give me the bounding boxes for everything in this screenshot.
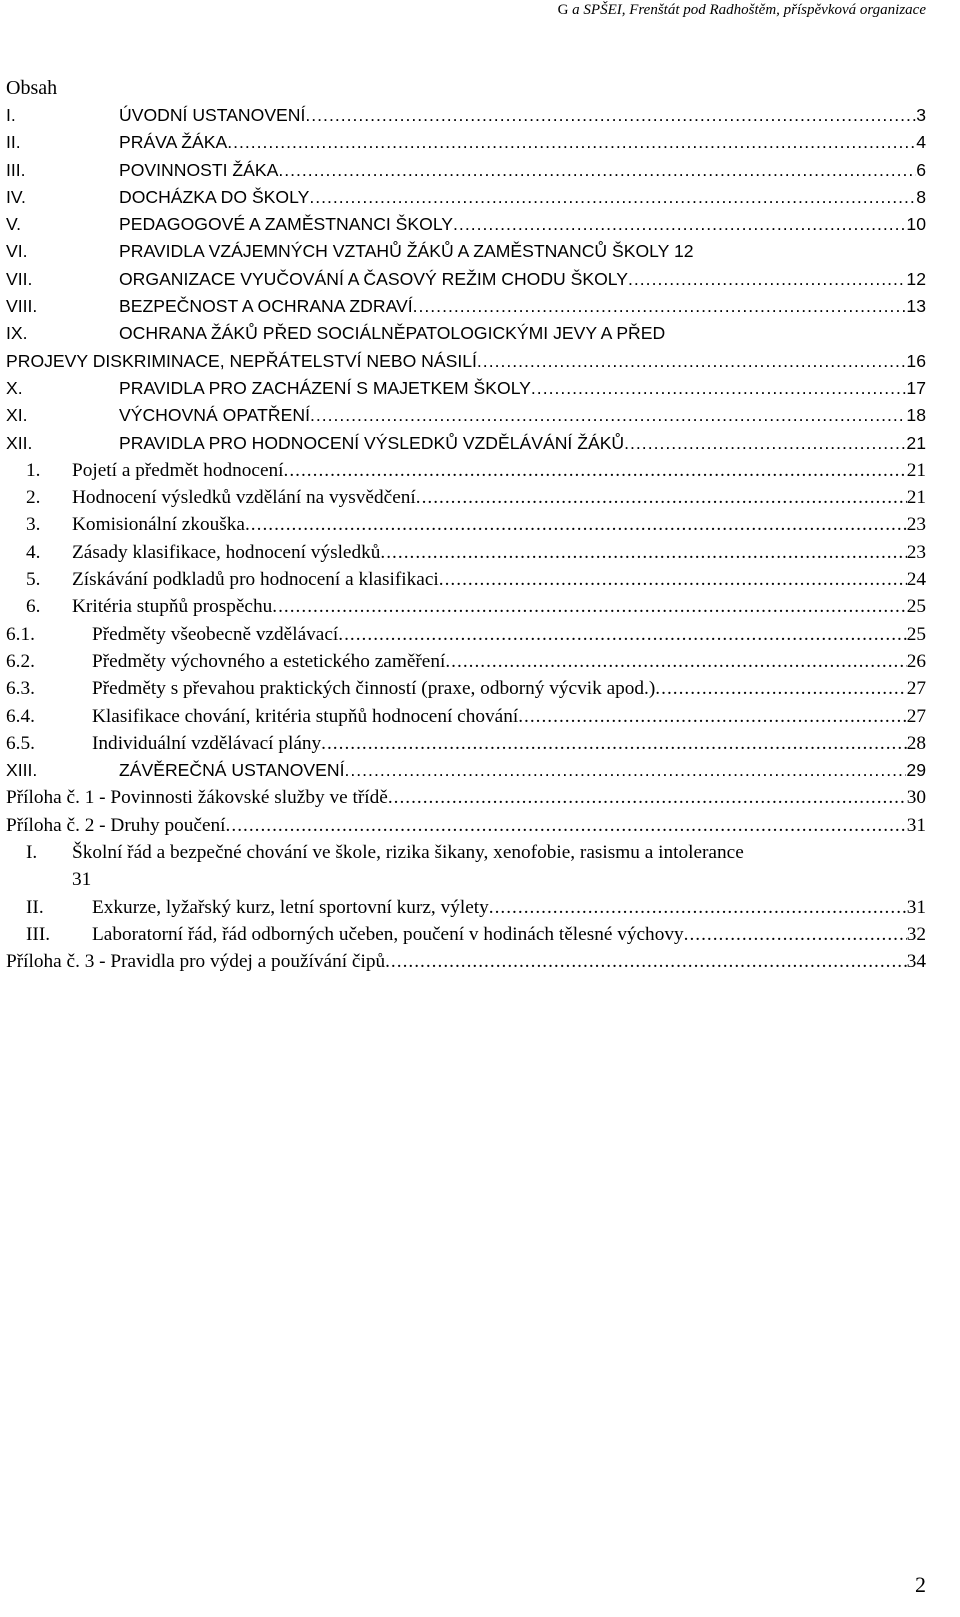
header-org-name: a SPŠEI, Frenštát pod Radhoštěm, příspěvková organizace xyxy=(568,2,926,18)
toc-entry[interactable] xyxy=(6,266,926,293)
toc-entry-title: Hodnocení výsledků vzdělání na vysvědčení xyxy=(72,487,416,509)
toc-leader xyxy=(272,593,906,620)
toc-entry-appendix[interactable] xyxy=(6,784,926,811)
toc-entry-page: 8 xyxy=(916,186,926,207)
toc-entry-title: Laboratorní řád, řád odborných učeben, poučení v hodinách tělesné výchovy xyxy=(92,923,684,945)
toc-leader xyxy=(388,784,907,811)
toc-entry-title: Předměty výchovného a estetického zaměření xyxy=(92,650,446,672)
toc-entry-page: 28 xyxy=(906,732,926,754)
toc-entry-title: PEDAGOGOVÉ A ZAMĚSTNANCI ŠKOLY xyxy=(119,214,454,235)
toc-entry-page: 4 xyxy=(916,132,926,153)
toc-entry-page: 25 xyxy=(906,596,926,618)
toc-entry[interactable] xyxy=(6,375,926,402)
toc-leader xyxy=(518,703,907,730)
toc-entry-title: OCHRANA ŽÁKŮ PŘED SOCIÁLNĚPATOLOGICKÝMI JEVY A PŘED xyxy=(119,323,666,344)
toc-entry[interactable] xyxy=(6,484,926,511)
toc-entry[interactable] xyxy=(6,320,926,347)
toc-leader xyxy=(305,102,916,129)
toc-entry[interactable] xyxy=(6,511,926,538)
toc-entry-title: Příloha č. 3 - Pravidla pro výdej a používání čipů xyxy=(6,951,386,973)
toc-entry-continuation[interactable] xyxy=(6,348,926,375)
toc-entry-page: 21 xyxy=(906,487,926,509)
toc-entry-page: 21 xyxy=(906,459,926,481)
toc-entry-page: 31 xyxy=(906,896,926,918)
toc-entry-title: DOCHÁZKA DO ŠKOLY xyxy=(119,186,310,207)
toc-title: Obsah xyxy=(6,77,58,99)
toc-leader xyxy=(628,266,906,293)
toc-entry-number: 6.2. xyxy=(6,650,35,672)
toc-leader xyxy=(245,511,907,538)
toc-leader xyxy=(413,293,907,320)
toc-leader xyxy=(278,157,916,184)
toc-entry-number: IX. xyxy=(6,323,28,344)
toc-entry-number: V. xyxy=(6,214,22,235)
toc-entry-page: 16 xyxy=(906,350,926,371)
toc-entry[interactable] xyxy=(6,457,926,484)
page-number: 2 xyxy=(915,1572,926,1597)
toc-entry-page: 23 xyxy=(906,514,926,536)
toc-entry[interactable] xyxy=(6,129,926,156)
toc-entry-title: ORGANIZACE VYUČOVÁNÍ A ČASOVÝ REŽIM CHODU ŠKOLY xyxy=(119,268,629,289)
toc-entry-number: VIII. xyxy=(6,296,38,317)
toc-entry-title: Předměty s převahou praktických činností (praxe, odborný výcvik apod.) xyxy=(92,678,656,700)
toc-entry-title: BEZPEČNOST A OCHRANA ZDRAVÍ xyxy=(119,296,413,317)
toc-entry-number: 6. xyxy=(26,596,41,618)
toc-entry[interactable] xyxy=(6,430,926,457)
toc-entry-title: Klasifikace chování, kritéria stupňů hodnocení chování xyxy=(92,705,519,727)
toc-entry-page: 31 xyxy=(906,814,926,836)
toc-entry-page: 30 xyxy=(906,787,926,809)
toc-entry-title: VÝCHOVNÁ OPATŘENÍ xyxy=(119,405,310,426)
toc-entry-number: VII. xyxy=(6,268,33,289)
toc-entry-number: II. xyxy=(6,132,21,153)
toc-leader xyxy=(380,539,906,566)
toc-entry-number: 6.5. xyxy=(6,732,35,754)
toc-entry-title: Předměty všeobecně vzdělávací xyxy=(92,623,339,645)
toc-entry-title: Exkurze, lyžařský kurz, letní sportovní kurz, výlety xyxy=(92,896,489,918)
toc-entry[interactable] xyxy=(6,238,926,265)
toc-leader xyxy=(489,894,907,921)
toc-leader xyxy=(416,484,907,511)
toc-leader xyxy=(453,211,906,238)
toc-entry-page: 12 xyxy=(906,268,926,289)
toc-entry-page: 21 xyxy=(906,432,926,453)
toc-leader xyxy=(310,402,906,429)
toc-leader xyxy=(226,812,907,839)
toc-entry-number: III. xyxy=(26,923,51,945)
toc-entry-number: III. xyxy=(6,159,26,180)
toc-leader xyxy=(284,457,907,484)
toc-entry-page: 18 xyxy=(906,405,926,426)
page-header xyxy=(558,2,926,19)
toc-entry-number: XIII. xyxy=(6,760,38,781)
toc-entry-page: 32 xyxy=(906,923,926,945)
toc-entry[interactable] xyxy=(6,293,926,320)
toc-entry-title: Příloha č. 2 - Druhy poučení xyxy=(6,814,226,836)
toc-leader xyxy=(477,348,907,375)
toc-leader xyxy=(531,375,907,402)
toc-entry-title: Získávání podkladů pro hodnocení a klasifikaci xyxy=(72,569,439,591)
header-initial: G xyxy=(557,2,569,18)
toc-entry-title: POVINNOSTI ŽÁKA xyxy=(119,159,279,180)
toc-entry-title: Příloha č. 1 - Povinnosti žákovské služby ve třídě xyxy=(6,787,388,809)
toc-entry[interactable] xyxy=(6,157,926,184)
toc-entry-number: VI. xyxy=(6,241,28,262)
toc-leader xyxy=(624,430,906,457)
toc-entry-appendix[interactable] xyxy=(6,812,926,839)
toc-entry-page: 3 xyxy=(916,105,926,125)
toc-leader xyxy=(385,948,907,975)
toc-entry-number: 5. xyxy=(26,569,41,591)
toc-entry-page: 23 xyxy=(906,541,926,563)
toc-leader xyxy=(321,730,907,757)
toc-entry[interactable] xyxy=(6,211,926,238)
toc-entry-page: 24 xyxy=(906,569,926,591)
toc-entry-title: PRAVIDLA VZÁJEMNÝCH VZTAHŮ ŽÁKŮ A ZAMĚSTNANCŮ ŠKOLY 12 xyxy=(119,241,694,262)
toc-entry-title: Pojetí a předmět hodnocení xyxy=(72,459,284,481)
toc-entry-appendix[interactable] xyxy=(6,948,926,975)
toc-entry[interactable] xyxy=(6,539,926,566)
toc-entry-page: 17 xyxy=(906,377,926,398)
toc-entry-title: ÚVODNÍ USTANOVENÍ xyxy=(119,105,306,125)
toc-entry-number: XII. xyxy=(6,432,33,453)
toc-entry-page-wrapped[interactable]: 31 xyxy=(72,869,92,891)
toc-leader xyxy=(445,648,906,675)
toc-entry-number: 6.4. xyxy=(6,705,35,727)
toc-entry-page: 6 xyxy=(916,159,926,180)
toc-entry-title: PRAVIDLA PRO HODNOCENÍ VÝSLEDKŮ VZDĚLÁVÁNÍ ŽÁKŮ xyxy=(119,432,625,453)
toc-entry-title: Kritéria stupňů prospěchu xyxy=(72,596,273,618)
toc-entry-title: ZÁVĚREČNÁ USTANOVENÍ xyxy=(119,760,345,781)
toc-leader xyxy=(309,184,916,211)
toc-entry-title: Komisionální zkouška xyxy=(72,514,245,536)
toc-entry-page: 13 xyxy=(906,296,926,317)
toc-entry-page: 25 xyxy=(906,623,926,645)
toc-entry-number: I. xyxy=(6,105,16,125)
toc-entry[interactable] xyxy=(6,102,926,129)
table-of-contents xyxy=(6,74,926,976)
toc-leader xyxy=(439,566,907,593)
toc-entry-title: PRAVIDLA PRO ZACHÁZENÍ S MAJETKEM ŠKOLY xyxy=(119,377,531,398)
toc-entry[interactable] xyxy=(6,402,926,429)
toc-entry-page: 27 xyxy=(906,705,926,727)
toc-entry-number: 6.1. xyxy=(6,623,35,645)
toc-entry[interactable] xyxy=(6,621,926,648)
toc-entry-page: 27 xyxy=(906,678,926,700)
toc-entry-number: XI. xyxy=(6,405,28,426)
toc-entry[interactable] xyxy=(6,894,926,921)
toc-entry-number: X. xyxy=(6,377,23,398)
toc-entry-page: 10 xyxy=(906,214,926,235)
toc-entry-title: PRÁVA ŽÁKA xyxy=(119,132,228,153)
toc-leader xyxy=(655,675,906,702)
toc-entry[interactable] xyxy=(6,675,926,702)
toc-entry-number: 1. xyxy=(26,459,41,481)
toc-entry[interactable] xyxy=(6,566,926,593)
toc-entry-title: Školní řád a bezpečné chování ve škole, rizika šikany, xenofobie, rasismu a intolerance xyxy=(72,842,744,864)
toc-entry-number: IV. xyxy=(6,186,26,207)
toc-entry-page: 29 xyxy=(906,760,926,781)
toc-entry[interactable] xyxy=(6,184,926,211)
toc-entry[interactable] xyxy=(6,757,926,784)
toc-entry-title-continued: PROJEVY DISKRIMINACE, NEPŘÁTELSTVÍ NEBO NÁSILÍ xyxy=(6,350,477,371)
toc-entry[interactable] xyxy=(6,648,926,675)
toc-leader xyxy=(227,129,916,156)
toc-entry-number: 3. xyxy=(26,514,41,536)
toc-entry-title: Zásady klasifikace, hodnocení výsledků xyxy=(72,541,381,563)
toc-entry[interactable] xyxy=(6,703,926,730)
toc-entry[interactable] xyxy=(6,839,926,866)
toc-entry-page: 26 xyxy=(906,650,926,672)
toc-entry-number: II. xyxy=(26,896,44,918)
toc-entry-title: Individuální vzdělávací plány xyxy=(92,732,322,754)
toc-leader xyxy=(684,921,907,948)
toc-entry-number: 6.3. xyxy=(6,678,35,700)
toc-leader xyxy=(345,757,907,784)
toc-entry-page: 34 xyxy=(906,951,926,973)
toc-entry[interactable] xyxy=(6,730,926,757)
toc-entry[interactable] xyxy=(6,593,926,620)
toc-entry-number: 2. xyxy=(26,487,41,509)
toc-entry[interactable] xyxy=(6,921,926,948)
toc-entry-number: I. xyxy=(26,842,38,864)
toc-entry-number: 4. xyxy=(26,541,41,563)
toc-leader xyxy=(338,621,906,648)
